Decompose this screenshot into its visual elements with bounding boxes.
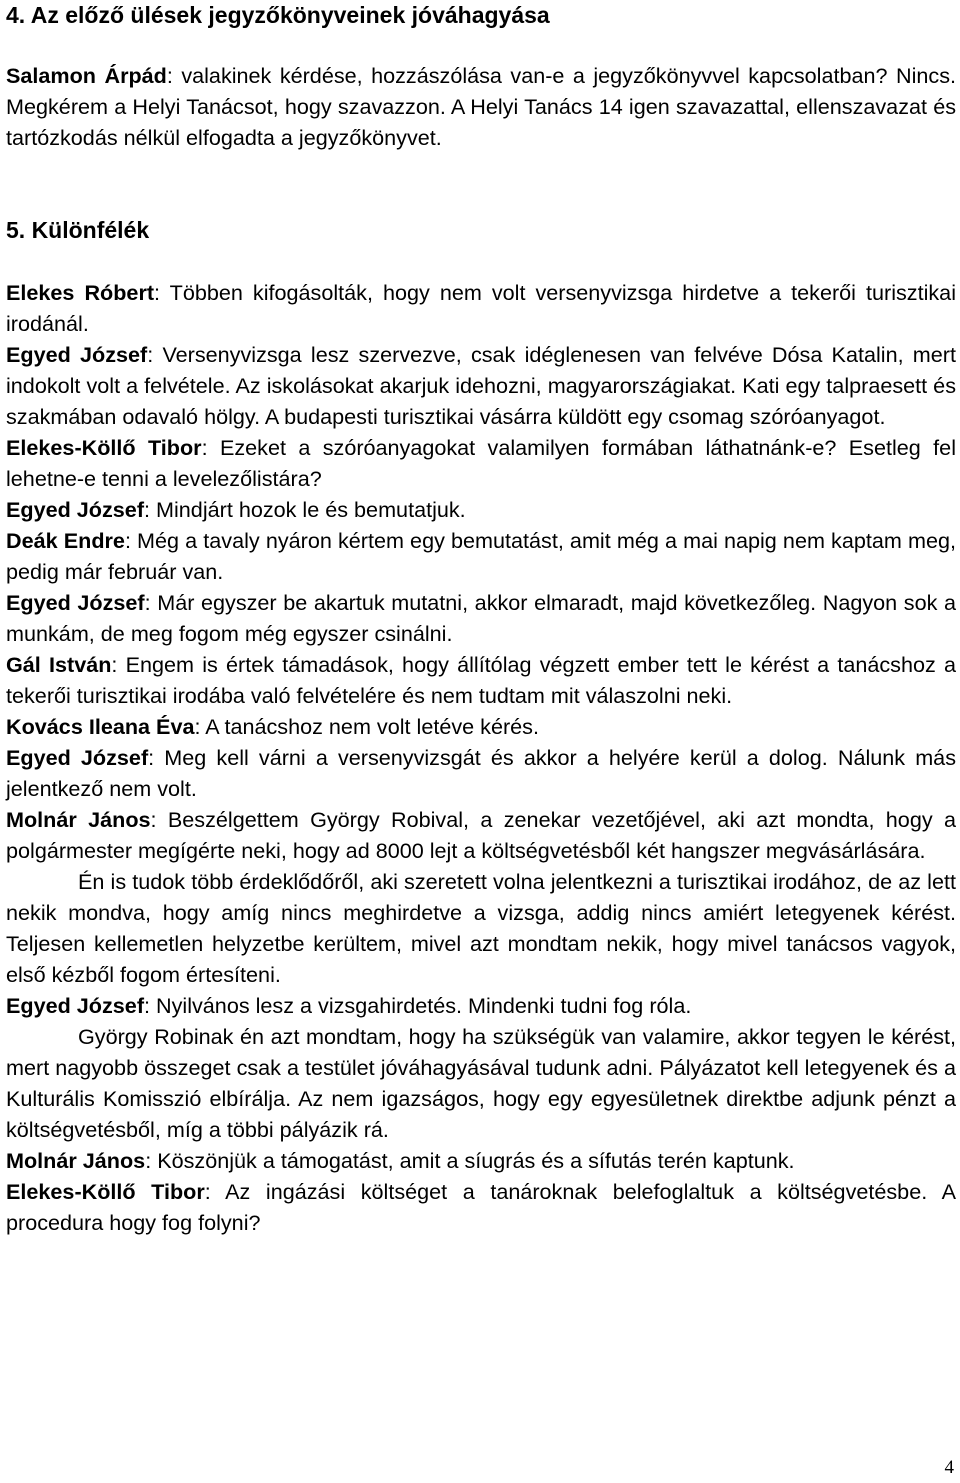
minutes-paragraph: [6, 587, 956, 649]
paragraph-text: György Robinak én azt mondtam, hogy ha szükségük van valamire, akkor tegyen le kérést, mert nagyobb összeget csak a testület jóváhagyásával tudunk adni. Pályázatot kell letegyenek és a Kulturális Komisszió elbírálja. Az nem igazságos, hogy egy egyesületnek direktbe adjunk pénzt a költségvetésből, míg a többi pályázik rá.: [6, 1024, 956, 1142]
speaker-name: Egyed József: [6, 993, 145, 1018]
minutes-paragraph: [6, 525, 956, 587]
speaker-name: Deák Endre: [6, 528, 125, 553]
paragraph-text: : Többen kifogásolták, hogy nem volt versenyvizsga hirdetve a tekerői turisztikai irodánál.: [6, 280, 956, 336]
section-heading: 4. Az előző ülések jegyzőkönyveinek jóváhagyása: [6, 2, 550, 28]
speaker-name: Kovács Ileana Éva: [6, 714, 195, 739]
paragraph-text: : valakinek kérdése, hozzászólása van-e a jegyzőkönyvvel kapcsolatban? Nincs. Megkérem a Helyi Tanácsot, hogy szavazzon. A Helyi Tanács 14 igen szavazattal, ellenszavazat és tartózkodás nélkül elfogadta a jegyzőkönyvet.: [6, 63, 956, 150]
paragraph-text: : Ezeket a szóróanyagokat valamilyen formában láthatnánk-e? Esetleg fel lehetne-e tenni a levelezőlistára?: [6, 435, 956, 491]
minutes-paragraph: [6, 494, 956, 525]
paragraph-text: : Mindjárt hozok le és bemutatjuk.: [144, 497, 466, 522]
minutes-paragraph: [6, 649, 956, 711]
speaker-name: Egyed József: [6, 590, 145, 615]
paragraph-text: : Köszönjük a támogatást, amit a síugrás és a sífutás terén kaptunk.: [145, 1148, 795, 1173]
minutes-paragraph: [6, 711, 956, 742]
paragraph-text: Én is tudok több érdeklődőről, aki szeretett volna jelentkezni a turisztikai irodához, de az lett nekik mondva, hogy amíg nincs meghirdetve a vizsga, addig nincs amiért letegyenek kérést. Teljesen kellemetlen helyzetbe kerültem, mivel azt mondtam nekik, hogy mivel tanácsos vagyok, első kézből fogom értesíteni.: [6, 869, 956, 987]
speaker-name: Salamon Árpád: [6, 63, 167, 88]
paragraph-text: : Engem is értek támadások, hogy állítólag végzett ember tett le kérést a tanácshoz a tekerői turisztikai irodába való felvételére és nem tudtam mit válaszolni neki.: [6, 652, 957, 708]
paragraph-text: : A tanácshoz nem volt letéve kérés.: [194, 714, 539, 739]
section-heading: 5. Különfélék: [6, 217, 150, 243]
speaker-name: Elekes-Köllő Tibor: [6, 1179, 205, 1204]
minutes-paragraph: [6, 1145, 956, 1176]
speaker-name: Elekes Róbert: [6, 280, 155, 305]
speaker-name: Elekes-Köllő Tibor: [6, 435, 202, 460]
minutes-paragraph: [6, 60, 956, 153]
paragraph-text: : Nyilvános lesz a vizsgahirdetés. Mindenki tudni fog róla.: [144, 993, 692, 1018]
paragraph-text: : Meg kell várni a versenyvizsgát és akkor a helyére kerül a dolog. Nálunk más jelentkező nem volt.: [6, 745, 956, 801]
speaker-name: Egyed József: [6, 745, 149, 770]
minutes-paragraph: [6, 990, 956, 1021]
section-body: [6, 277, 956, 1238]
speaker-name: Gál István: [6, 652, 112, 677]
speaker-name: Molnár János: [6, 807, 151, 832]
minutes-paragraph: [6, 339, 956, 432]
speaker-name: Molnár János: [6, 1148, 146, 1173]
paragraph-text: : Beszélgettem György Robival, a zenekar vezetőjével, aki azt mondta, hogy a polgármester megígérte neki, hogy ad 8000 lejt a költségvetésből két hangszer megvásárlására.: [6, 807, 956, 863]
paragraph-text: : Már egyszer be akartuk mutatni, akkor elmaradt, majd következőleg. Nagyon sok a munkám, de meg fogom még egyszer csinálni.: [6, 590, 957, 646]
paragraph-text: : Az ingázási költséget a tanároknak belefoglaltuk a költségvetésbe. A procedura hogy fog folyni?: [6, 1179, 956, 1235]
speaker-name: Egyed József: [6, 342, 148, 367]
page-number: 4: [944, 1457, 954, 1478]
minutes-paragraph: [6, 742, 956, 804]
minutes-paragraph: [6, 277, 956, 339]
minutes-paragraph: [6, 866, 956, 990]
paragraph-text: : Még a tavaly nyáron kértem egy bemutatást, amit még a mai napig nem kaptam meg, pedig már február van.: [6, 528, 956, 584]
minutes-paragraph: [6, 1021, 956, 1145]
minutes-paragraph: [6, 432, 956, 494]
minutes-paragraph: [6, 1176, 956, 1238]
speaker-name: Egyed József: [6, 497, 145, 522]
minutes-paragraph: [6, 804, 956, 866]
section-body: [6, 60, 956, 153]
paragraph-text: : Versenyvizsga lesz szervezve, csak idéglenesen van felvéve Dósa Katalin, mert indokolt volt a felvétele. Az iskolásokat akarjuk idehozni, magyarországiakat. Kati egy talpraesett és szakmában odavaló hölgy. A budapesti turisztikai vásárra küldött egy csomag szóróanyagot.: [6, 342, 956, 429]
